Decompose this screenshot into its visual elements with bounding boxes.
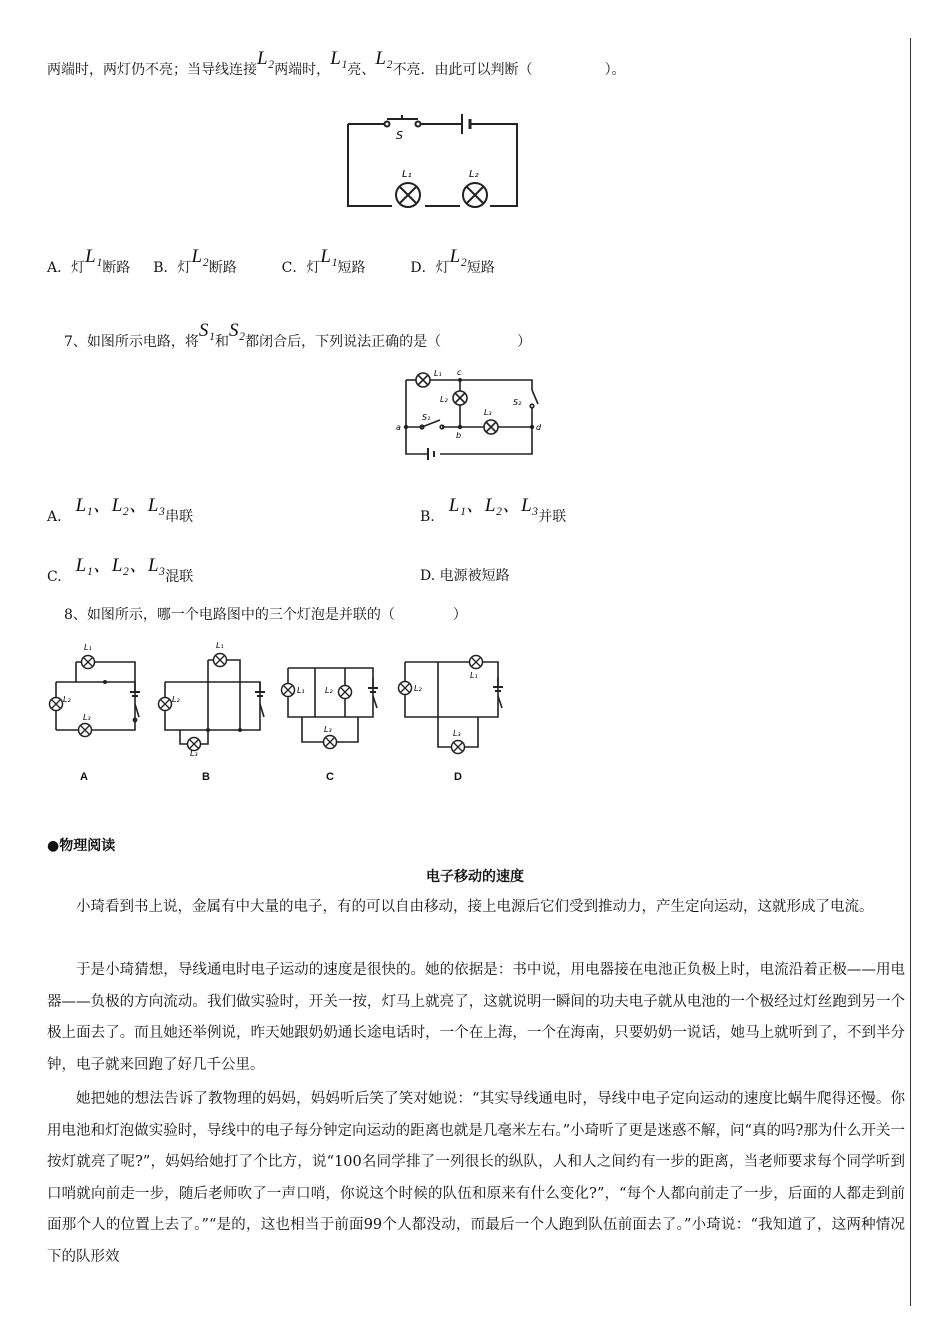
lamp-icon — [159, 698, 172, 711]
q6-option-a: A．灯L₁断路 — [47, 246, 131, 276]
q7-option-d: D. 电源被短路 — [420, 568, 510, 584]
q7-close-paren: ） — [517, 334, 532, 350]
q6-option-b: B．灯L₂断路 — [153, 246, 237, 276]
label-l3: L₃ — [190, 749, 198, 758]
caption-d: D — [454, 771, 462, 783]
lamp-icon — [399, 682, 412, 695]
label-a: a — [396, 423, 401, 432]
label-l1: L₁ — [402, 169, 412, 180]
q7-text-and: 和 — [215, 334, 230, 350]
circuit-b — [165, 660, 265, 744]
label-l2: L₂ — [414, 684, 422, 693]
q6-text-e: ）。 — [604, 62, 626, 78]
label-l2: L₂ — [469, 169, 479, 180]
label-l1: L₁ — [470, 671, 478, 680]
lamp-icon — [50, 698, 63, 711]
q6-option-c: C．灯L₁短路 — [281, 246, 366, 276]
label-c: c — [457, 368, 462, 377]
lamp-icon — [339, 686, 352, 699]
lamp-icon — [470, 656, 483, 669]
q6-text-d: 不亮．由此可以判断（ — [392, 62, 533, 78]
label-l3: L₃ — [453, 729, 461, 738]
label-l2: L₂ — [63, 695, 71, 704]
q6-stem-line — [47, 48, 626, 80]
q6-text-b: 两端时， — [274, 62, 331, 78]
label-l3: L₃ — [83, 713, 91, 722]
q7-text-a: 7、如图所示电路，将 — [64, 334, 199, 350]
symbol-s1: S₁ — [198, 320, 216, 341]
q7-text-b: 都闭合后，下列说法正确的是（ — [245, 334, 442, 350]
caption-b: B — [202, 771, 210, 783]
lamp-icon — [79, 724, 92, 737]
q8-text: 8、如图所示，哪一个电路图中的三个灯泡是并联的（ — [64, 607, 395, 623]
lamp-icon — [282, 684, 295, 697]
label-l3: L₃ — [324, 725, 332, 734]
q8-circuit-diagrams — [40, 632, 520, 792]
reading-title: 电子移动的速度 — [426, 869, 524, 885]
lamp-icon — [324, 736, 337, 749]
reading-paragraph-2: 于是小琦猜想，导线通电时电子运动的速度是很快的。她的依据是：书中说，用电器接在电池正负极上时，电流沿着正极——用电器——负极的方向流动。我们做实验时，开关一按，灯马上就亮了，这就说明一瞬间的功夫电子就从电池的一个极经过灯丝跑到另一个极上面去了。而且她还举例说，昨天她跟奶奶通长途电话时，一个在上海，一个在海南，只要奶奶一说话，她马上就听到了，不到半分钟，电子就来回跑了好几千公里。 — [47, 962, 905, 1073]
symbol-s2: S₂ — [229, 320, 246, 341]
symbol-lamps: L₁、L₂、L₃ — [75, 495, 166, 516]
label-l1: L₁ — [297, 686, 305, 695]
label-d: d — [536, 423, 542, 432]
q6-circuit-diagram — [340, 110, 530, 220]
label-l1: L₁ — [216, 641, 224, 650]
label-s1: S₁ — [422, 413, 431, 422]
circuit-c — [288, 668, 378, 742]
q7-stem — [64, 320, 532, 352]
label-b: b — [456, 431, 462, 440]
q6-text-c: 亮、 — [347, 62, 376, 78]
q6-option-d: D．灯L₂短路 — [410, 246, 495, 276]
lamp-icon — [82, 656, 95, 669]
label-l1: L₁ — [84, 643, 92, 652]
symbol-l2: L₂ — [375, 48, 393, 69]
caption-a: A — [80, 771, 88, 783]
q6-text-a: 两端时，两灯仍不亮；当导线连接 — [47, 62, 257, 78]
q6-options — [47, 246, 495, 278]
label-l3: L₃ — [484, 408, 492, 417]
q8-stem — [64, 604, 467, 624]
page-margin-line — [910, 38, 911, 1306]
label-l2: L₂ — [440, 395, 448, 404]
label-l2: L₂ — [172, 695, 180, 704]
q7-option-c: C.L₁、L₂、L₃混联 — [47, 555, 194, 585]
symbol-l1: L₁ — [330, 48, 348, 69]
q7-circuit-diagram — [392, 362, 552, 467]
q7-option-a: A.L₁、L₂、L₃串联 — [47, 495, 194, 525]
reading-paragraph-1: 小琦看到书上说，金属有中大量的电子，有的可以自由移动，接上电源后它们受到推动力，产生定向运动，这就形成了电流。 — [76, 899, 874, 915]
label-l2: L₂ — [325, 686, 333, 695]
q8-close-paren: ） — [452, 607, 467, 623]
label-s2: S₂ — [513, 398, 522, 407]
label-l1: L₁ — [434, 369, 442, 378]
label-switch-s: S — [396, 129, 403, 142]
reading-paragraph-3: 她把她的想法告诉了教物理的妈妈，妈妈听后笑了笑对她说：“其实导线通电时，导线中电子定向运动的速度比蜗牛爬得还慢。你用电池和灯泡做实验时，导线中的电子每分钟定向运动的距离也就是几毫米左右。”小琦听了更是迷惑不解，问“真的吗?那为什么开关一按灯就亮了呢?”，妈妈给她打了个比方，说“100名同学排了一列很长的纵队，人和人之间约有一步的距离，当老师要求每个同学听到口哨就向前走一步，随后老师吹了一声口哨，你说这个时候的队伍和原来有什么变化?”，“每个人都向前走了一步，后面的人都走到前面那个人的位置上去了。”“是的，这也相当于前面99个人都没动，而最后一个人跑到队伍前面去了。”小琦说：“我知道了，这两种情况下的队形效 — [47, 1091, 905, 1265]
symbol-l2: L₂ — [257, 48, 275, 69]
lamp-icon — [214, 654, 227, 667]
symbol-lamps: L₁、L₂、L₃ — [75, 555, 166, 576]
caption-c: C — [326, 771, 334, 783]
reading-heading: ●物理阅读 — [47, 838, 116, 854]
q7-option-b: B.L₁、L₂、L₃并联 — [420, 495, 567, 525]
lamp-icon — [452, 741, 465, 754]
symbol-lamps: L₁、L₂、L₃ — [448, 495, 539, 516]
